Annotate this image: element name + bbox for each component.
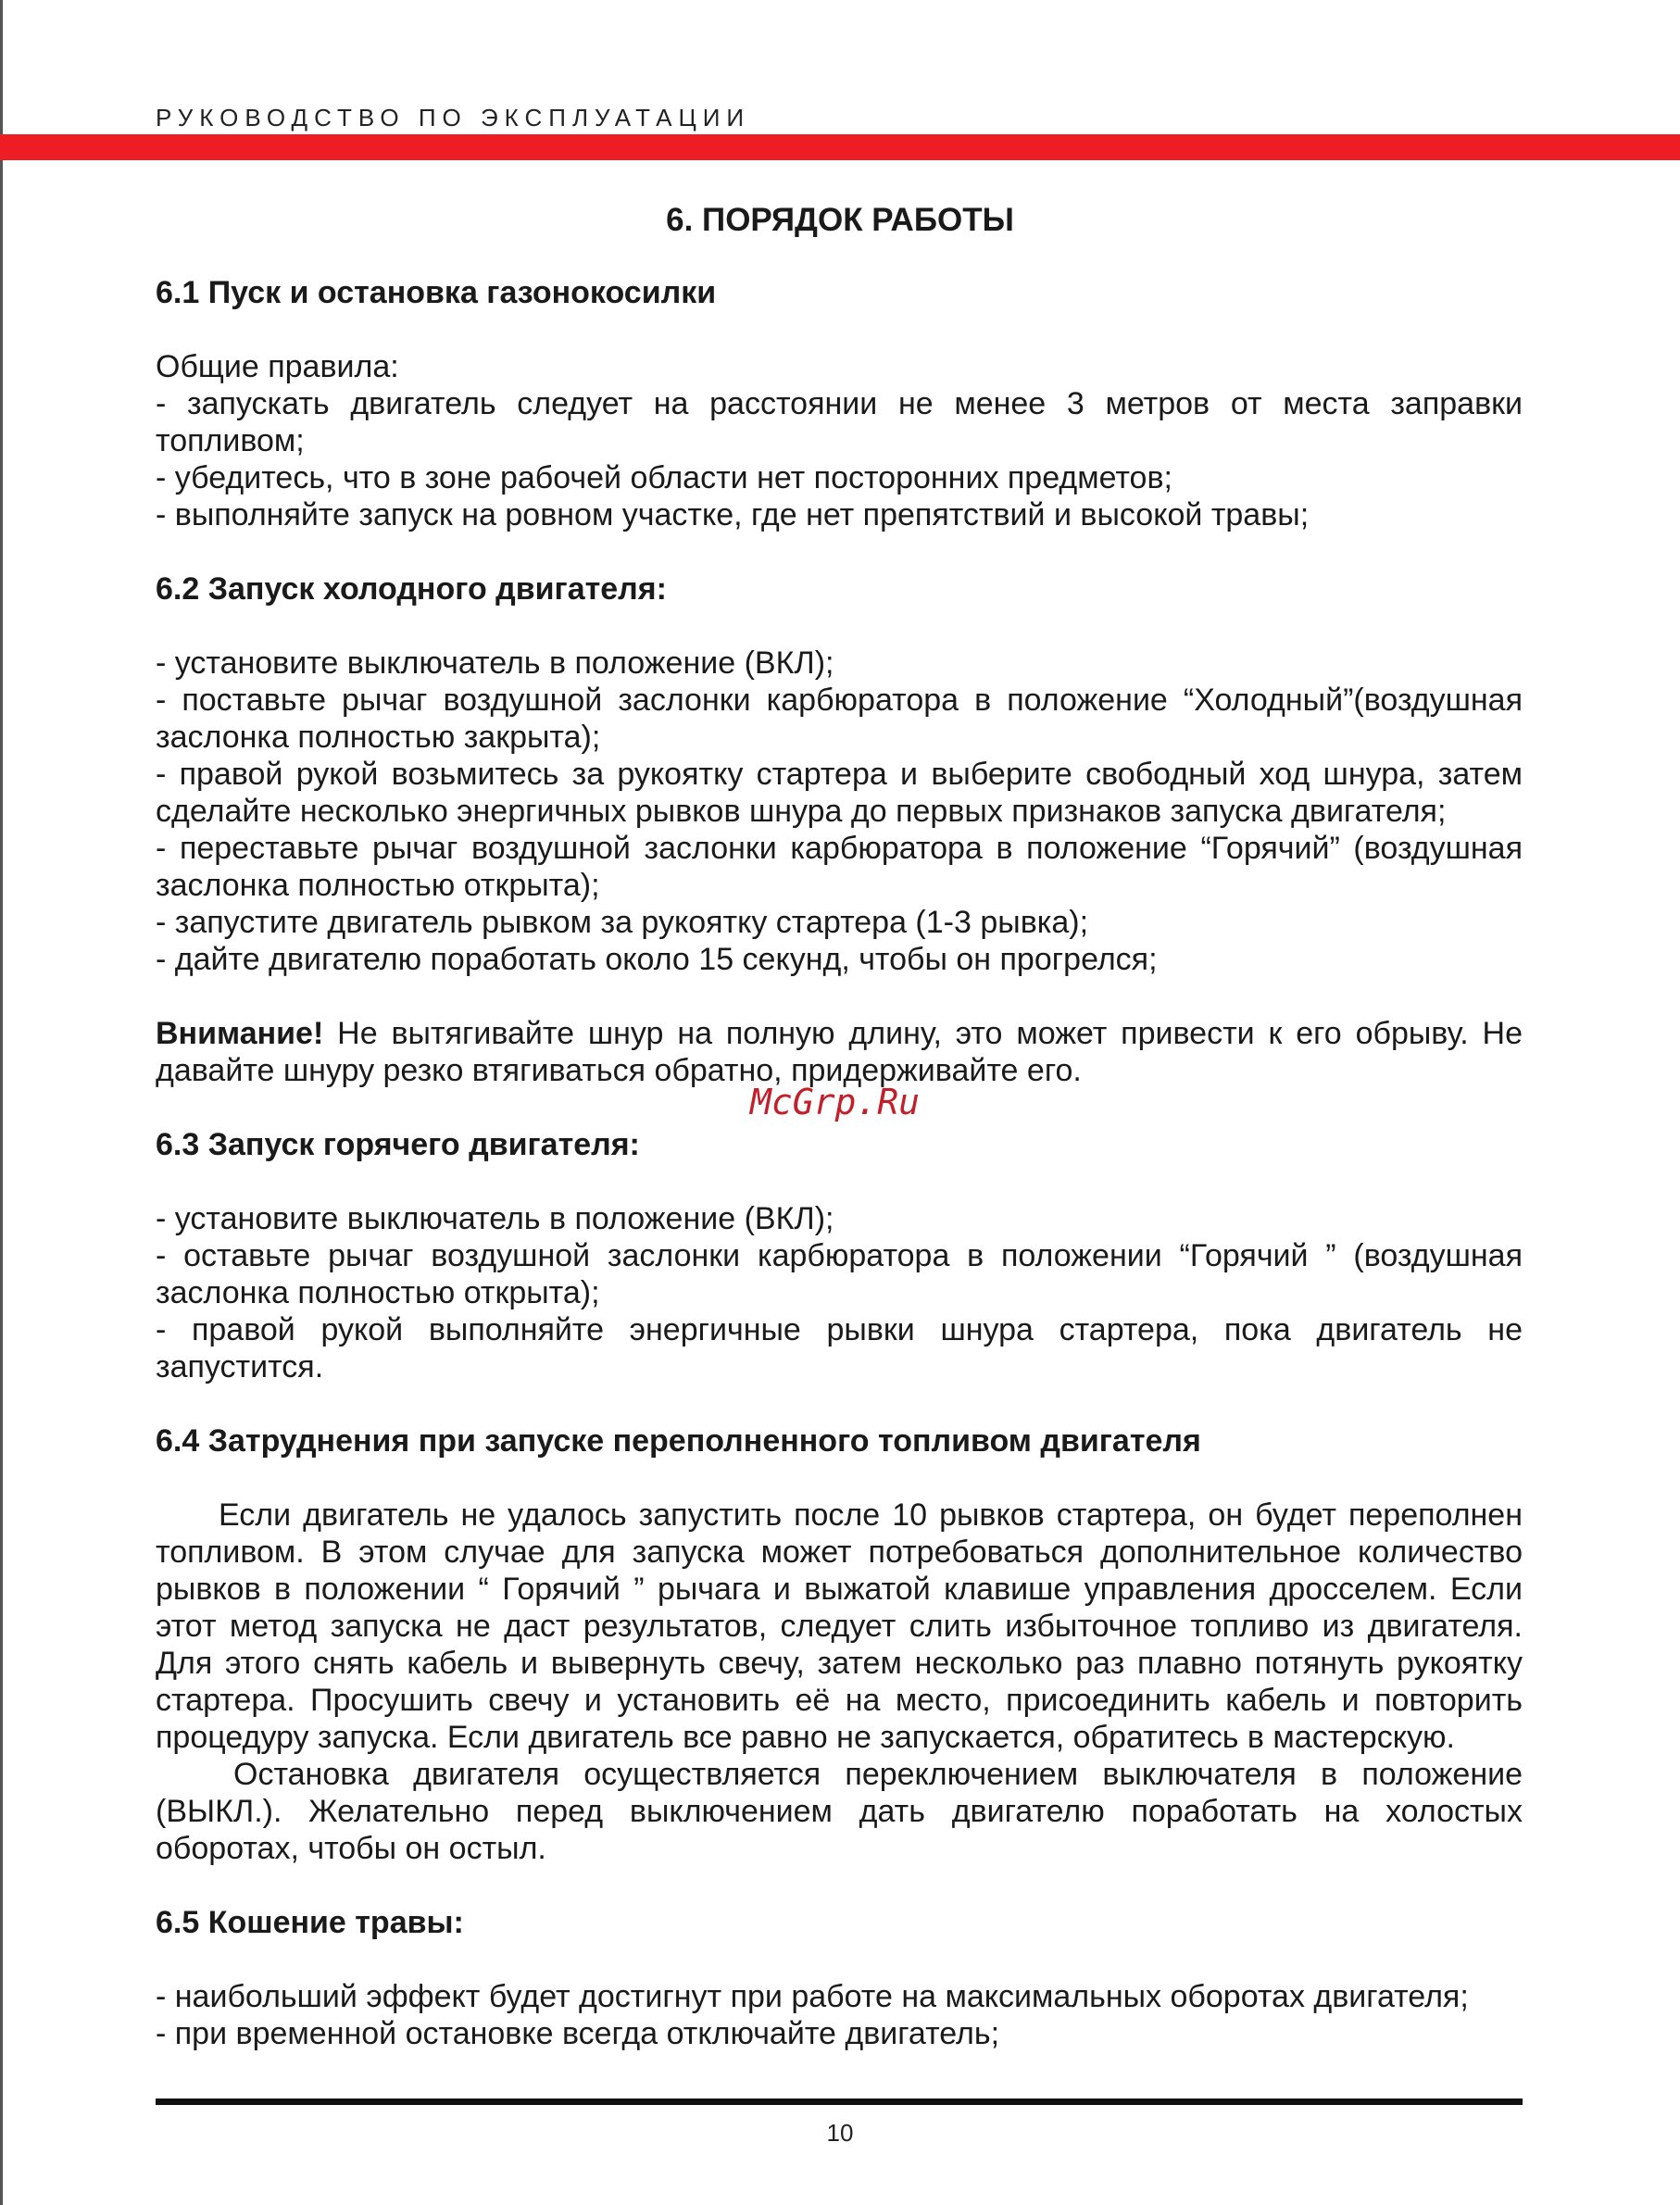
footer-rule — [156, 2099, 1523, 2105]
warning-paragraph — [156, 1015, 1523, 1089]
section-heading-6-3: 6.3 Запуск горячего двигателя: — [156, 1127, 640, 1162]
page-left-edge — [0, 0, 3, 2205]
section-heading-6-5: 6.5 Кошение травы: — [156, 1905, 464, 1940]
list-item: - оставьте рычаг воздушной заслонки карбюратора в положении “Горячий ” (воздушная заслонка полностью открыта); — [156, 1238, 1523, 1310]
warning-text: Не вытягивайте шнур на полную длину, это может привести к его обрыву. Не давайте шнуру резко втягиваться обратно, придерживайте его. — [156, 1016, 1523, 1088]
section-heading-6-4: 6.4 Затруднения при запуске переполненного топливом двигателя — [156, 1423, 1201, 1459]
page-title: 6. ПОРЯДОК РАБОТЫ — [666, 202, 1014, 238]
page-number: 10 — [826, 2119, 854, 2147]
list-item: - правой рукой выполняйте энергичные рывки шнура стартера, пока двигатель не запустится. — [156, 1312, 1523, 1384]
section-heading-6-2: 6.2 Запуск холодного двигателя: — [156, 571, 667, 607]
list-item: - поставьте рычаг воздушной заслонки карбюратора в положение “Холодный”(воздушная заслонка полностью закрыта); — [156, 683, 1523, 755]
header-red-band — [0, 134, 1680, 160]
list-item: - установите выключатель в положение (ВКЛ); — [156, 1201, 834, 1236]
list-item: - наибольший эффект будет достигнут при работе на максимальных оборотах двигателя; — [156, 1979, 1469, 2014]
warning-label: Внимание! — [156, 1016, 324, 1051]
list-item: - при временной остановке всегда отключайте двигатель; — [156, 2016, 1000, 2051]
list-item: - правой рукой возьмитесь за рукоятку стартера и выберите свободный ход шнура, затем сделайте несколько энергичных рывков шнура до первых признаков запуска двигателя; — [156, 757, 1523, 829]
running-header: РУКОВОДСТВО ПО ЭКСПЛУАТАЦИИ — [156, 104, 751, 132]
watermark: McGrp.Ru — [750, 1082, 921, 1122]
list-item: - запускать двигатель следует на расстоянии не менее 3 метров от места заправки топливом; — [156, 386, 1523, 458]
paragraph-engine-stop: Остановка двигателя осуществляется переключением выключателя в положение (ВЫКЛ.). Желательно перед выключением дать двигателю поработать на холостых оборотах, чтобы он остыл. — [156, 1757, 1523, 1866]
list-item: - установите выключатель в положение (ВКЛ); — [156, 645, 834, 681]
paragraph-flooded-engine: Если двигатель не удалось запустить после 10 рывков стартера, он будет переполнен топливом. В этом случае для запуска может потребоваться дополнительное количество рывков в положении “ Горячий ” рычага и выжатой клавише управления дросселем. Если этот метод запуска не даст результатов, следует слить избыточное топливо из двигателя. Для этого снять кабель и вывернуть свечу, затем несколько раз плавно потянуть рукоятку стартера. Просушить свечу и установить её на место, присоединить кабель и повторить процедуру запуска. Если двигатель все равно не запускается, обратитесь в мастерскую. — [156, 1497, 1523, 1755]
document-body — [156, 274, 1523, 2052]
list-item: - запустите двигатель рывком за рукоятку стартера (1-3 рывка); — [156, 905, 1089, 940]
general-rules-label: Общие правила: — [156, 349, 399, 384]
list-item: - убедитесь, что в зоне рабочей области нет посторонних предметов; — [156, 460, 1172, 495]
list-item: - переставьте рычаг воздушной заслонки карбюратора в положение “Горячий” (воздушная заслонка полностью открыта); — [156, 831, 1523, 903]
section-heading-6-1: 6.1 Пуск и остановка газонокосилки — [156, 275, 717, 310]
list-item: - выполняйте запуск на ровном участке, где нет препятствий и высокой травы; — [156, 497, 1310, 532]
list-item: - дайте двигателю поработать около 15 секунд, чтобы он прогрелся; — [156, 942, 1158, 977]
